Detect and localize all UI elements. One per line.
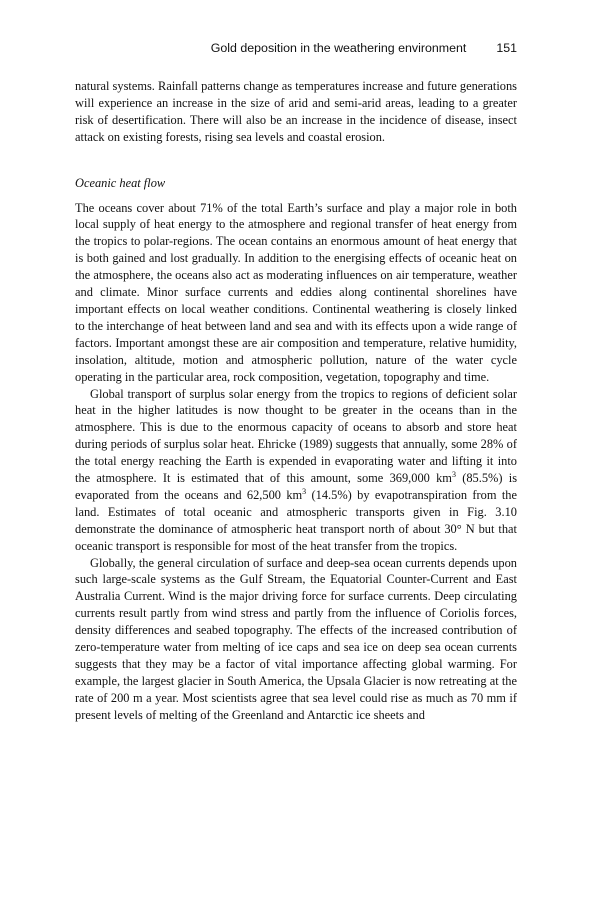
body-paragraph-1: The oceans cover about 71% of the total Earth’s surface and play a major role in both local supply of heat energy to the atmosphere and regional transfer of heat energy from the tropics to polar-regions. The ocean contains an enormous amount of heat energy that is both gained and lost gradually. In addition to the energising effects of oceanic heat on the atmosphere, the oceans also act as moderating influences on air temperature, weather and climate. Minor surface currents and eddies along continental shorelines have important effects on local weather conditions. Continental weathering is closely linked to the interchange of heat between land and sea and with its effects upon a wide range of factors. Important amongst these are air composition and temperature, relative humidity, insolation, altitude, motion and atmospheric pollution, nature of the water cycle operating in the particular area, rock composition, vegetation, topography and time. [75,200,517,384]
running-title: Gold deposition in the weathering environment [210,41,467,55]
running-header [75,40,517,56]
body-paragraph-3: Globally, the general circulation of surface and deep-sea ocean currents depends upon such large-scale systems as the Gulf Stream, the Equatorial Counter-Current and East Australia Current. Wind is the major driving force for surface currents. Deep circulating currents result partly from wind stress and partly from the influence of Coriolis forces, density differences and seabed topography. The effects of the increased contribution of zero-temperature water from melting of ice caps and sea ice on deep sea ocean currents suggests that they may be a factor of vital importance affecting global warming. For example, the largest glacier in South America, the Upsala Glacier is now retreating at the rate of 200 m a year. Most scientists agree that sea level could rise as much as 70 mm if present levels of melting of the Greenland and Antarctic ice sheets and [75,555,517,722]
book-page [75,40,517,724]
page-number: 151 [496,41,517,55]
body-paragraph-2 [75,386,517,555]
section-heading: Oceanic heat flow [75,175,166,190]
paragraph-2-text-c: (14.5%) by evapotranspiration from the land. Estimates of total oceanic and atmospheric transports given in Fig. 3.10 demonstrate the dominance of atmospheric heat transport north of about 30° N but that oceanic transport is responsible for most of the heat transfer from the tropics. [75,487,517,553]
superscript-cubed-1: 3 [451,469,456,479]
paragraph-2-text-b: (85.5%) is evaporated from the oceans and 62,500 km [75,471,518,502]
paragraph-2-text-a: Global transport of surplus solar energy from the tropics to regions of deficient solar heat in the higher latitudes is now thought to be greater in the oceans than in the atmosphere. This is due to the enormous capacity of oceans to absorb and store heat during periods of surplus solar heat. Ehricke (1989) suggests that annually, some 28% of the total energy reaching the Earth is expended in evaporating water and lifting it into the atmosphere. It is estimated that of this amount, some 369,000 km [75,386,517,486]
superscript-cubed-2: 3 [302,486,307,496]
intro-paragraph: natural systems. Rainfall patterns change as temperatures increase and future generations will experience an increase in the size of arid and semi-arid areas, leading to a greater risk of desertification. There will also be an increase in the incidence of disease, insect attack on existing forests, rising sea levels and coastal erosion. [75,79,517,144]
